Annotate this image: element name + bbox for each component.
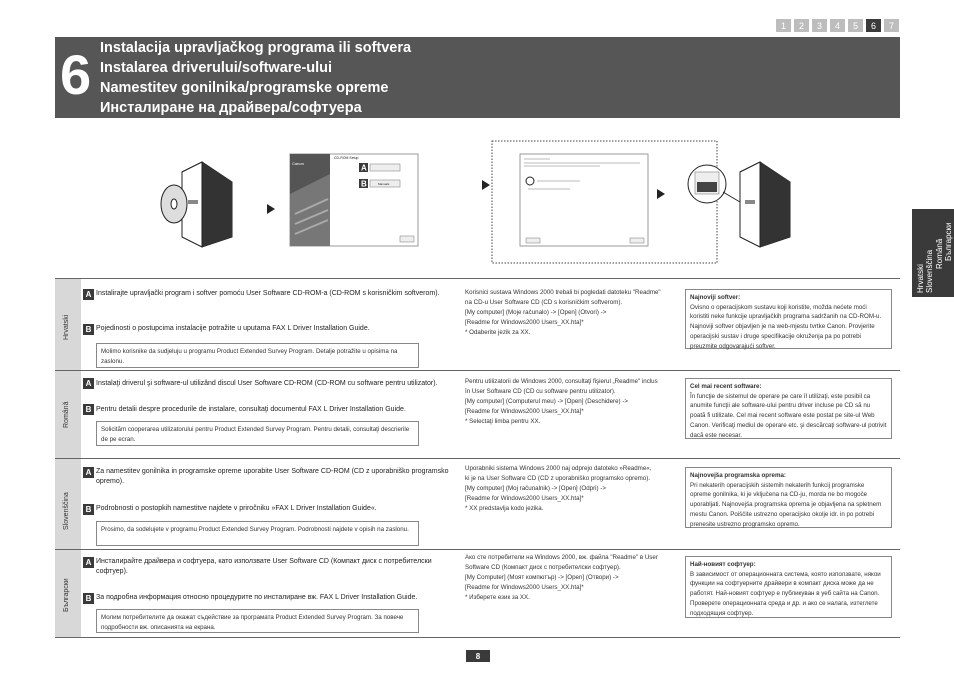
divider <box>55 549 900 550</box>
latest-software-box: Najnovejša programska oprema: Pri nekaterih operacijskih sistemih nekaterih funkcij programske opreme gonilnika, ki je vključena na CD-ju, morda ne bo mogoče uporabljati. Najnovejša programska oprema je objavljena na spletnem mestu Canon. Poiščite ustrezno operacijsko okolje idr. in po potrebi prenesite ustrezno programsko opremo. <box>685 467 892 528</box>
side-lang-bg: Български <box>944 222 953 261</box>
windows2000-readme-info: Pentru utilizatorii de Windows 2000, consultaţi fişierul „Readme" inclus în User Software CD (CD cu software pentru utilizator). [My computer] (Computerul meu) -> [Open] (Deschidere) -> [Readme for Windows2000 Users_XX.hta]* * Selectaţi limba pentru XX. <box>465 378 658 425</box>
language-label-bg: Български <box>63 578 70 612</box>
step-navigation <box>776 19 899 32</box>
arrow-right-icon <box>657 189 665 199</box>
step-2[interactable]: 2 <box>794 19 809 32</box>
side-lang-ro: Română <box>935 238 944 269</box>
divider <box>55 637 900 638</box>
language-label-ro: Română <box>63 401 70 428</box>
svg-text:A: A <box>361 163 367 173</box>
arrow-right-icon <box>482 180 490 190</box>
windows2000-readme-info: Uporabniki sistema Windows 2000 naj odprejo datoteko »Readme«, ki je na User Software CD (CD z uporabniško programsko opremo). [My computer] (Moj računalnik) -> [Open] (Odpri) -> [Readme for Windows2000 Users_XX.hta]* * XX predstavlja kodo jezika. <box>465 465 652 512</box>
latest-software-box: Najnoviji softver: Ovisno o operacijskom sustavu koji koristite, možda nećete moći koristiti neke funkcije upravljačkih programa sadržanih na CD-ROM-u. Najnoviji softver objavljen je na web-mjestu tvrtke Canon. Provjerite operacijski sustav i druge specifikacije okruženja pa po potrebi preuzmite odgovarajući softver. <box>685 289 892 349</box>
step-a-text: Za namestitev gonilnika in programske opreme uporabite User Software CD-ROM (CD z uporabniško programsko opremo). <box>96 468 449 485</box>
badge-a: A <box>83 467 94 478</box>
badge-a: A <box>83 289 94 300</box>
section-titles <box>100 38 411 118</box>
computer-with-website-icon <box>688 162 790 247</box>
arrow-right-icon <box>267 204 275 214</box>
step-b-text: Podrobnosti o postopkih namestitve najdete v priročniku »FAX L Driver Installation Guide«. <box>96 505 377 512</box>
canon-logo: Canon <box>292 161 304 166</box>
step-6-active[interactable]: 6 <box>866 19 881 32</box>
badge-a: A <box>83 557 94 568</box>
svg-text:B: B <box>361 179 367 189</box>
step-1[interactable]: 1 <box>776 19 791 32</box>
step-b-text: Pojedinosti o postupcima instalacije potražite u uputama FAX L Driver Installation Guide. <box>96 325 370 332</box>
step-7[interactable]: 7 <box>884 19 899 32</box>
cdrom-setup-label: CD-ROM Setup <box>334 156 359 160</box>
divider <box>55 458 900 459</box>
windows2000-readme-info: Korisnici sustava Windows 2000 trebali bi pogledati datoteku "Readme" na CD-u User Software CD (CD s korisničkim softverom). [My computer] (Moje računalo) -> [Open] (Otvori) -> [Readme for Windows2000 Users_XX.hta]* * Odaberite jezik za XX. <box>465 289 661 336</box>
survey-dialog <box>520 154 648 246</box>
step-a-text: Instalirajte upravljački program i softver pomoću User Software CD-ROM-a (CD-ROM s korisničkim softverom). <box>96 290 440 297</box>
title-hr: Instalacija upravljačkog programa ili softvera <box>100 40 412 56</box>
language-label-hr: Hrvatski <box>63 314 70 340</box>
step-4[interactable]: 4 <box>830 19 845 32</box>
language-label-sl: Slovenščina <box>63 492 70 530</box>
title-bg: Инсталиране на драйвера/софтуера <box>100 100 362 116</box>
svg-text:Manuals: Manuals <box>378 182 390 186</box>
installation-illustration <box>55 140 900 265</box>
step-number: 6 <box>60 43 92 106</box>
latest-software-box: Най-новият софтуер: В зависимост от операционната система, която използвате, някои функции на софтуерните драйвери в компакт диска може да не работят. Най-новият софтуер е публикуван в уеб сайта на Canon. Проверете операционната среда и др. и ако се налага, изтеглете подходящия софтуер. <box>685 556 892 618</box>
title-sl: Namestitev gonilnika/programske opreme <box>100 80 389 96</box>
windows2000-readme-info: Ако сте потребители на Windows 2000, вж. файла "Readme" в User Software CD (Компакт диск с потребителски софтуер). [My Computer] (Моят компютър) -> [Open] (Отвори) -> [Readme for Windows2000 Users_XX.hta]* * Изберете език за XX. <box>465 554 658 601</box>
step-b-text: За подробна информация относно процедурите по инсталиране вж. FAX L Driver Installation Guide. <box>96 594 418 601</box>
step-b-text: Pentru detalii despre procedurile de instalare, consultaţi documentul FAX L Driver Installation Guide. <box>96 406 406 413</box>
divider <box>55 370 900 371</box>
survey-note: Solicităm cooperarea utilizatorului pentru Product Extended Survey Program. Pentru detalii, consultaţi descrierile de pe ecran. <box>96 421 419 446</box>
badge-b: B <box>83 593 94 604</box>
badge-b: B <box>83 324 94 335</box>
side-lang-sl: Slovenščina <box>925 249 934 293</box>
computer-with-cd-icon <box>161 162 232 247</box>
step-a-text: Instalaţi driverul şi software-ul utilizând discul User Software CD-ROM (CD-ROM cu software pentru utilizator). <box>96 380 438 387</box>
badge-b: B <box>83 504 94 515</box>
language-side-tab <box>912 209 954 297</box>
step-3[interactable]: 3 <box>812 19 827 32</box>
step-a-text: Инсталирайте драйвера и софтуера, като използвате User Software CD (Компакт диск с потребителски софтуер). <box>96 558 432 575</box>
divider <box>55 278 900 279</box>
title-ro: Instalarea driverului/software-ului <box>100 60 333 76</box>
page-number: 8 <box>466 650 490 662</box>
latest-software-box: Cel mai recent software: În funcţie de sistemul de operare pe care îl utilizaţi, este posibil ca anumite funcţii ale software-ului pentru driver incluse pe CD să nu poată fi utilizate. Cel mai recent software este postat pe site-ul Web Canon. Verificaţi mediul de operare etc. şi descărcaţi software-ul potrivit dacă este necesar. <box>685 378 892 439</box>
side-lang-hr: Hrvatski <box>916 264 925 293</box>
survey-note: Molimo korisnike da sudjeluju u programu Product Extended Survey Program. Detalje potražite u opisima na zaslonu. <box>96 343 419 368</box>
badge-a: A <box>83 378 94 389</box>
badge-b: B <box>83 404 94 415</box>
cd-rom-setup-window <box>290 154 418 246</box>
step-5[interactable]: 5 <box>848 19 863 32</box>
survey-note: Молим потребителите да окажат съдействие за програмата Product Extended Survey Program. За повече подробности вж. описанията на екрана. <box>96 609 419 633</box>
survey-note: Prosimo, da sodelujete v programu Product Extended Survey Program. Podrobnosti najdete v opisih na zaslonu. <box>96 521 419 546</box>
easy-install-button <box>370 164 400 171</box>
